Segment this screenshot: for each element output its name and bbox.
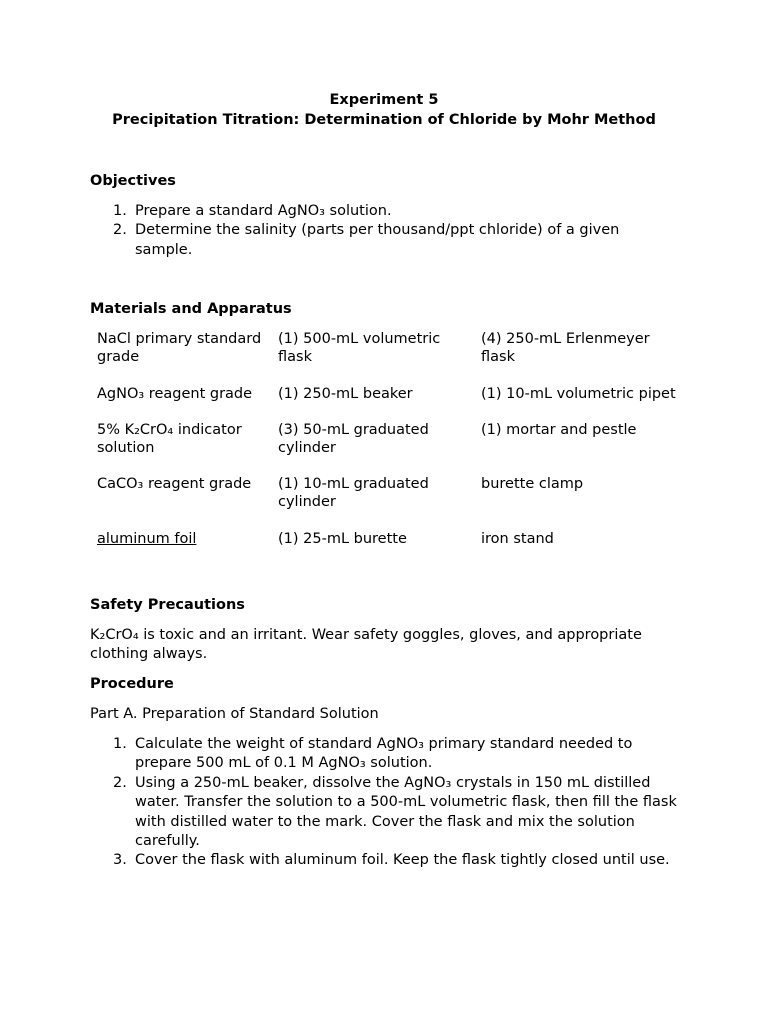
experiment-number: Experiment 5: [329, 92, 439, 108]
table-cell: (3) 50-mL graduated cylinder: [278, 422, 429, 456]
list-item: 2. Determine the salinity (parts per thousand/ppt chloride) of a given sample.: [113, 222, 620, 258]
table-cell: (1) 10-mL volumetric pipet: [481, 386, 676, 402]
table-cell: (4) 250-mL Erlenmeyer flask: [481, 331, 650, 365]
table-cell: aluminum foil: [97, 531, 197, 547]
table-row: [90, 330, 681, 385]
document-header: [0, 91, 768, 131]
table-cell: CaCO₃ reagent grade: [97, 476, 252, 492]
table-cell: iron stand: [481, 531, 554, 547]
table-cell: (1) 250-mL beaker: [278, 386, 413, 402]
table-cell: (1) mortar and pestle: [481, 422, 637, 438]
step-text: Calculate the weight of standard AgNO₃ primary standard needed to prepare 500 mL of 0.1 M AgNO₃ solution.: [135, 736, 633, 772]
table-cell: burette clamp: [481, 476, 584, 492]
table-cell: 5% K₂CrO₄ indicator solution: [97, 422, 242, 456]
list-item: 1. Prepare a standard AgNO₃ solution.: [113, 203, 392, 219]
table-row: [90, 385, 681, 421]
objective-text: Determine the salinity (parts per thousand/ppt chloride) of a given sample.: [135, 222, 620, 258]
document-title: Precipitation Titration: Determination of Chloride by Mohr Method: [112, 112, 656, 128]
step-text: Using a 250-mL beaker, dissolve the AgNO₃ crystals in 150 mL distilled water. Transfer the solution to a 500-mL volumetric flask, then fill the flask with distilled water to the mark. Cover the flask and mix the solution carefully.: [135, 774, 677, 850]
table-row: [90, 421, 681, 475]
table-cell: (1) 10-mL graduated cylinder: [278, 476, 429, 510]
objectives-list: [90, 202, 680, 260]
table-row: [90, 475, 681, 530]
objectives-heading: Objectives: [90, 173, 176, 189]
step-text: Cover the flask with aluminum foil. Keep the flask tightly closed until use.: [135, 852, 670, 869]
table-cell: (1) 25-mL burette: [278, 531, 407, 547]
table-cell: NaCl primary standard grade: [97, 331, 262, 365]
table-cell: AgNO₃ reagent grade: [97, 386, 253, 402]
procedure-heading: Procedure: [90, 676, 174, 692]
list-item: 2. Using a 250-mL beaker, dissolve the AgNO₃ crystals in 150 mL distilled water. Transfer the solution to a 500-mL volumetric flask, then fill the flask with distilled water to the mark. Cover the flask and mix the solution carefully.: [113, 774, 677, 850]
list-item: 1. Calculate the weight of standard AgNO₃ primary standard needed to prepare 500 mL of 0.1 M AgNO₃ solution.: [113, 736, 633, 772]
objective-text: Prepare a standard AgNO₃ solution.: [135, 203, 392, 219]
table-cell: (1) 500-mL volumetric flask: [278, 331, 441, 365]
materials-table: [90, 330, 681, 550]
part-a-label: Part A. Preparation of Standard Solution: [90, 706, 379, 722]
procedure-steps: [90, 735, 680, 871]
table-row: [90, 530, 681, 550]
materials-heading: Materials and Apparatus: [90, 301, 292, 317]
list-item: 3. Cover the flask with aluminum foil. Keep the flask tightly closed until use.: [113, 852, 670, 869]
safety-text: K₂CrO₄ is toxic and an irritant. Wear safety goggles, gloves, and appropriate clothing always.: [90, 627, 642, 663]
safety-heading: Safety Precautions: [90, 597, 245, 613]
